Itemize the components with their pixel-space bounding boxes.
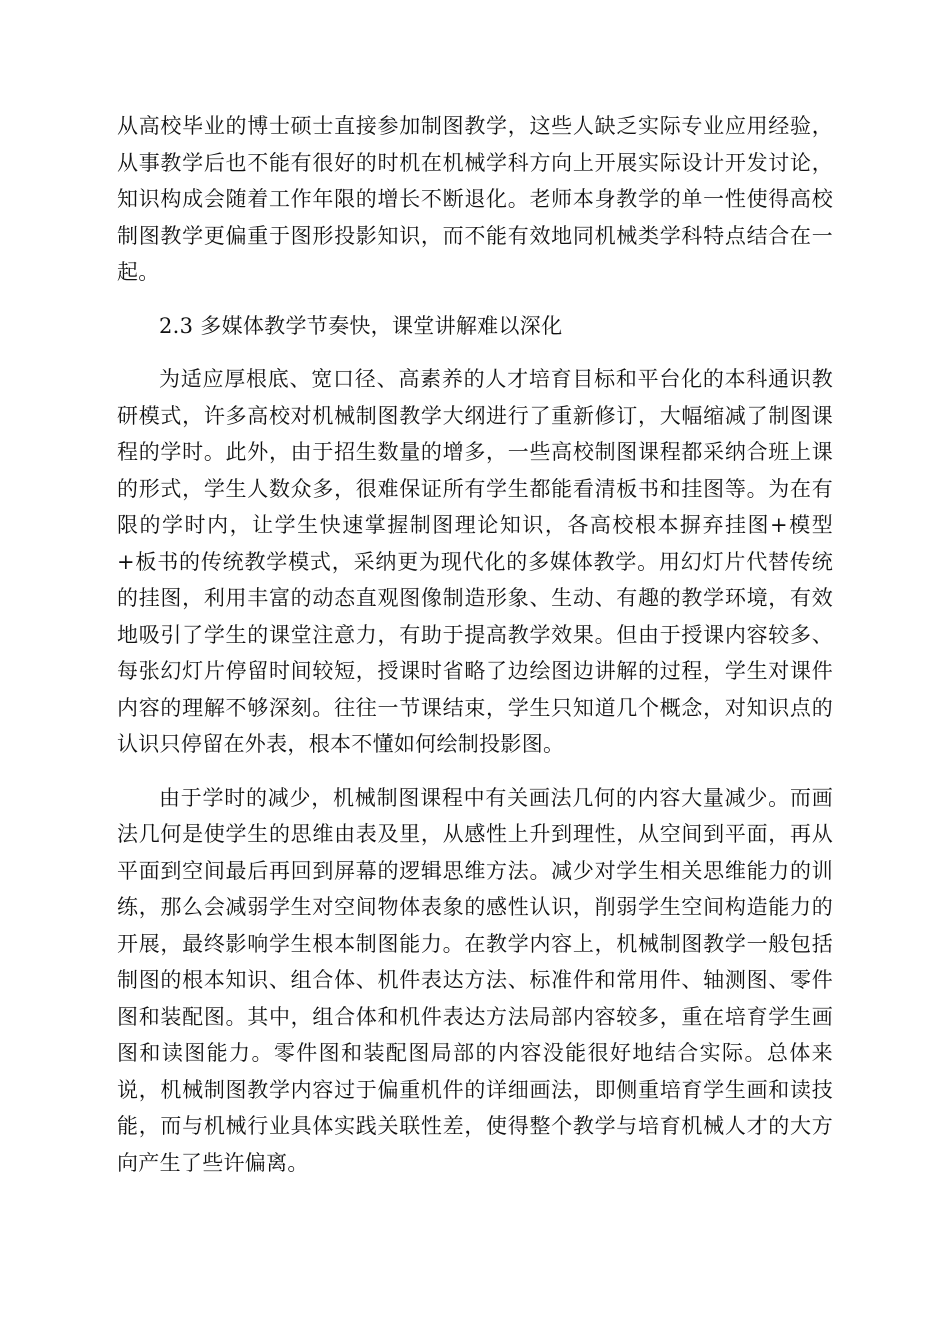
paragraph-descriptive-geometry: 由于学时的减少，机械制图课程中有关画法几何的内容大量减少。而画法几何是使学生的思维由表及里，从感性上升到理性，从空间到平面，再从平面到空间最后再回到屏幕的逻辑思维方法。减少对学生相关思维能力的训练，那么会减弱学生对空间物体表象的感性认识，削弱学生空间构造能力的开展，最终影响学生根本制图能力。在教学内容上，机械制图教学一般包括制图的根本知识、组合体、机件表达方法、标准件和常用件、轴测图、零件图和装配图。其中，组合体和机件表达方法局部内容较多，重在培育学生画图和读图能力。零件图和装配图局部的内容没能很好地结合实际。总体来说，机械制图教学内容过于偏重机件的详细画法，即侧重培育学生画和读技能，而与机械行业具体实践关联性差，使得整个教学与培育机械人才的大方向产生了些许偏离。: [117, 785, 833, 1175]
paragraph-continuation: 从高校毕业的博士硕士直接参加制图教学，这些人缺乏实际专业应用经验，从事教学后也不能有很好的时机在机械学科方向上开展实际设计开发讨论，知识构成会随着工作年限的增长不断退化。老师本身教学的单一性使得高校制图教学更偏重于图形投影知识，而不能有效地同机械类学科特点结合在一起。: [117, 114, 833, 284]
section-heading-2-3: 2.3 多媒体教学节奏快，课堂讲解难以深化: [159, 313, 563, 338]
paragraph-multimedia-teaching: 为适应厚根底、宽口径、高素养的人才培育目标和平台化的本科通识教研模式，许多高校对机械制图教学大纲进行了重新修订，大幅缩减了制图课程的学时。此外，由于招生数量的增多，一些高校制图课程都采纳合班上课的形式，学生人数众多，很难保证所有学生都能看清板书和挂图等。为在有限的学时内，让学生快速掌握制图理论知识，各高校根本摒弃挂图+模型+板书的传统教学模式，采纳更为现代化的多媒体教学。用幻灯片代替传统的挂图，利用丰富的动态直观图像制造形象、生动、有趣的教学环境，有效地吸引了学生的课堂注意力，有助于提高教学效果。但由于授课内容较多、每张幻灯片停留时间较短，授课时省略了边绘图边讲解的过程，学生对课件内容的理解不够深刻。往往一节课结束，学生只知道几个概念，对知识点的认识只停留在外表，根本不懂如何绘制投影图。: [117, 367, 833, 756]
document-body: [117, 108, 833, 1198]
